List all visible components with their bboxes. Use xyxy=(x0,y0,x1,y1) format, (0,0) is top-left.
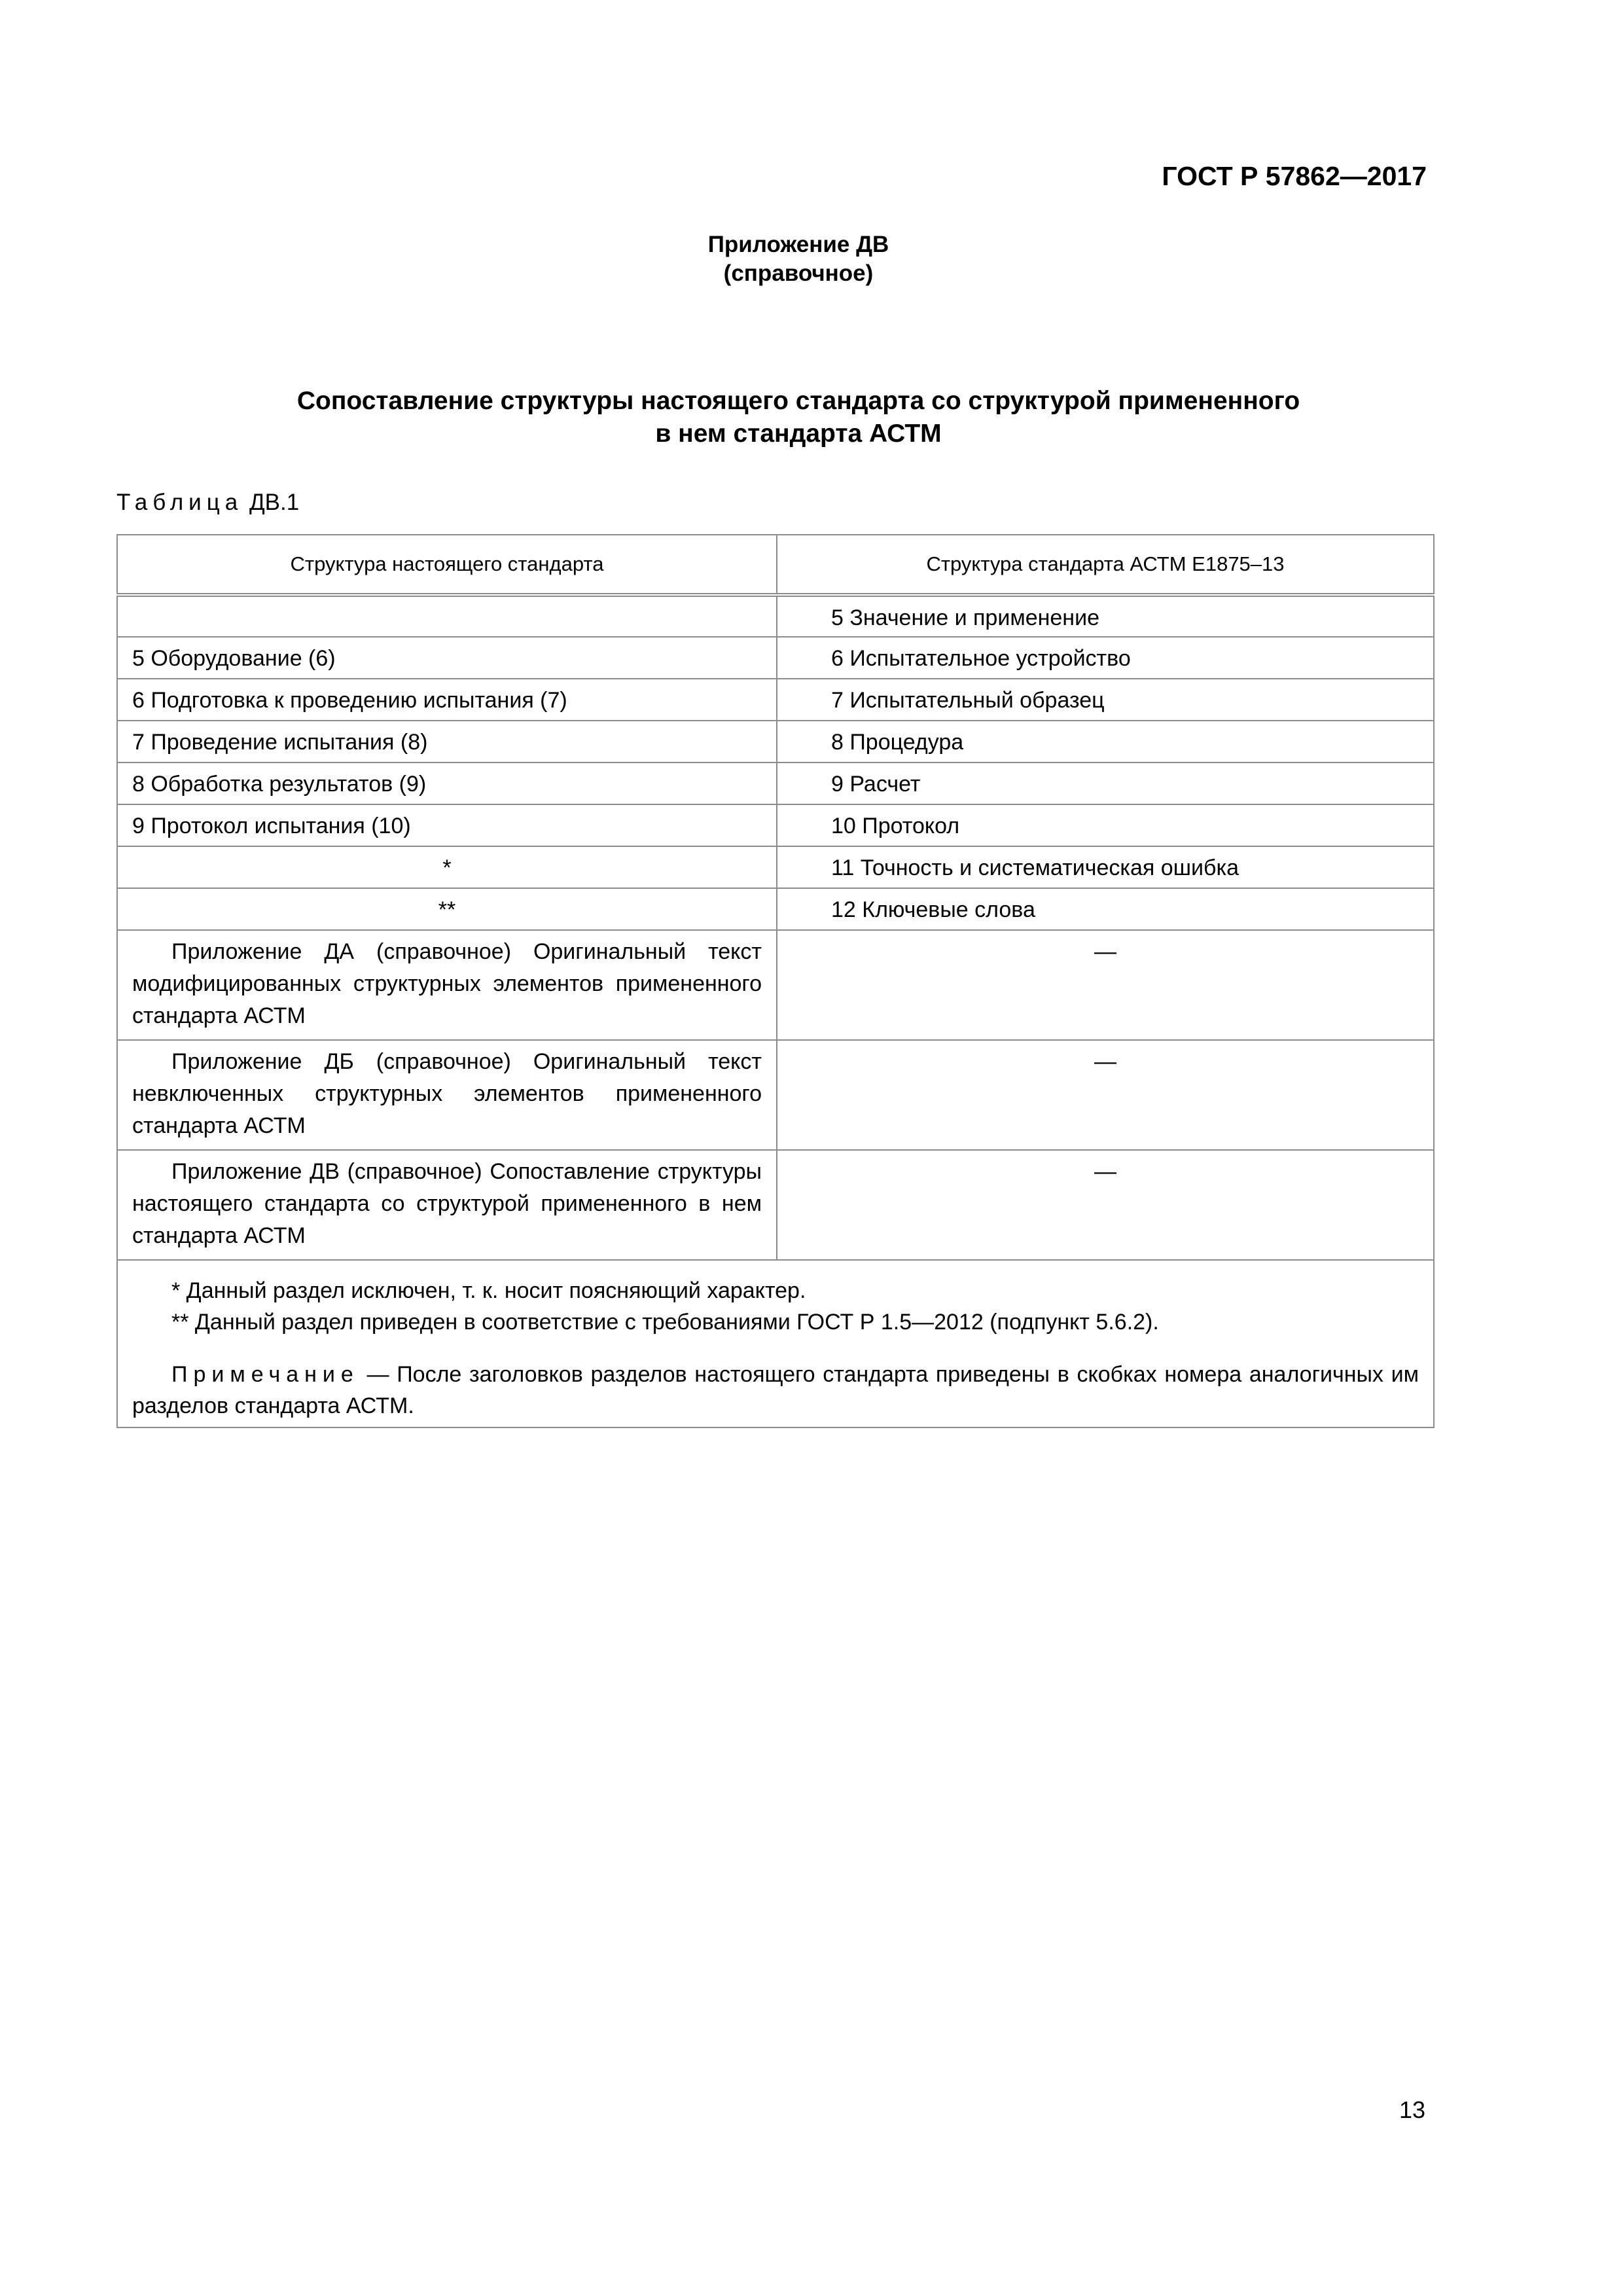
cell-astm: 9 Расчет xyxy=(777,762,1434,804)
cell-current: Приложение ДБ (справочное) Оригинальный текст невключенных структурных элементов примененного стандарта АСТМ xyxy=(117,1040,777,1150)
table-label-number: ДВ.1 xyxy=(249,490,300,515)
comparison-table xyxy=(116,534,1435,1428)
column-header-astm: Структура стандарта АСТМ Е1875–13 xyxy=(777,535,1434,595)
heading-line-2: в нем стандарта АСТМ xyxy=(655,420,942,448)
table-row xyxy=(117,721,1434,762)
table-footer-row xyxy=(117,1260,1434,1427)
table-row-appendix xyxy=(117,1040,1434,1150)
table-row xyxy=(117,888,1434,930)
table-row xyxy=(117,804,1434,846)
table-row xyxy=(117,679,1434,721)
table-row xyxy=(117,846,1434,888)
cell-current-footnote-mark: * xyxy=(117,846,777,888)
page-number: 13 xyxy=(1399,2096,1425,2123)
document-code: ГОСТ Р 57862—2017 xyxy=(1162,161,1427,191)
column-header-current: Структура настоящего стандарта xyxy=(117,535,777,595)
appendix-title: Приложение ДВ xyxy=(707,232,889,257)
cell-current: Приложение ДВ (справочное) Сопоставление структуры настоящего стандарта со структурой примененного в нем стандарта АСТМ xyxy=(117,1150,777,1260)
note-text: — После заголовков разделов настоящего стандарта приведены в скобках номера аналогичных им разделов стандарта АСТМ. xyxy=(132,1362,1419,1418)
cell-astm: 11 Точность и систематическая ошибка xyxy=(777,846,1434,888)
table-note xyxy=(132,1359,1419,1422)
cell-astm: 12 Ключевые слова xyxy=(777,888,1434,930)
table-row-appendix xyxy=(117,1150,1434,1260)
cell-astm: 10 Протокол xyxy=(777,804,1434,846)
table-header-row xyxy=(117,535,1434,595)
cell-current: 9 Протокол испытания (10) xyxy=(117,804,777,846)
table-label-word: Таблица xyxy=(116,490,243,515)
footnote-2: ** Данный раздел приведен в соответствие с требованиями ГОСТ Р 1.5—2012 (подпункт 5.6.2). xyxy=(171,1310,1159,1335)
table-row xyxy=(117,762,1434,804)
table-footnotes xyxy=(117,1260,1434,1427)
cell-current: Приложение ДА (справочное) Оригинальный текст модифицированных структурных элементов примененного стандарта АСТМ xyxy=(117,930,777,1040)
cell-astm: 6 Испытательное устройство xyxy=(777,637,1434,679)
cell-astm-dash: — xyxy=(777,1150,1434,1260)
table-label xyxy=(116,490,299,516)
cell-current: 7 Проведение испытания (8) xyxy=(117,721,777,762)
heading-line-1: Сопоставление структуры настоящего стандарта со структурой примененного xyxy=(296,387,1300,415)
footnote-1: * Данный раздел исключен, т. к. носит поясняющий характер. xyxy=(171,1278,806,1303)
cell-current xyxy=(117,595,777,637)
appendix-title-block xyxy=(0,230,1623,288)
table-row-appendix xyxy=(117,930,1434,1040)
cell-astm: 5 Значение и применение xyxy=(777,595,1434,637)
cell-astm: 7 Испытательный образец xyxy=(777,679,1434,721)
table-row xyxy=(117,595,1434,637)
table-row xyxy=(117,637,1434,679)
appendix-type: (справочное) xyxy=(723,260,874,286)
cell-astm-dash: — xyxy=(777,1040,1434,1150)
cell-current-footnote-mark: ** xyxy=(117,888,777,930)
cell-astm: 8 Процедура xyxy=(777,721,1434,762)
cell-current: 6 Подготовка к проведению испытания (7) xyxy=(117,679,777,721)
page-heading xyxy=(0,385,1623,450)
cell-current: 8 Обработка результатов (9) xyxy=(117,762,777,804)
note-label: Примечание xyxy=(171,1362,359,1387)
cell-astm-dash: — xyxy=(777,930,1434,1040)
cell-current: 5 Оборудование (6) xyxy=(117,637,777,679)
